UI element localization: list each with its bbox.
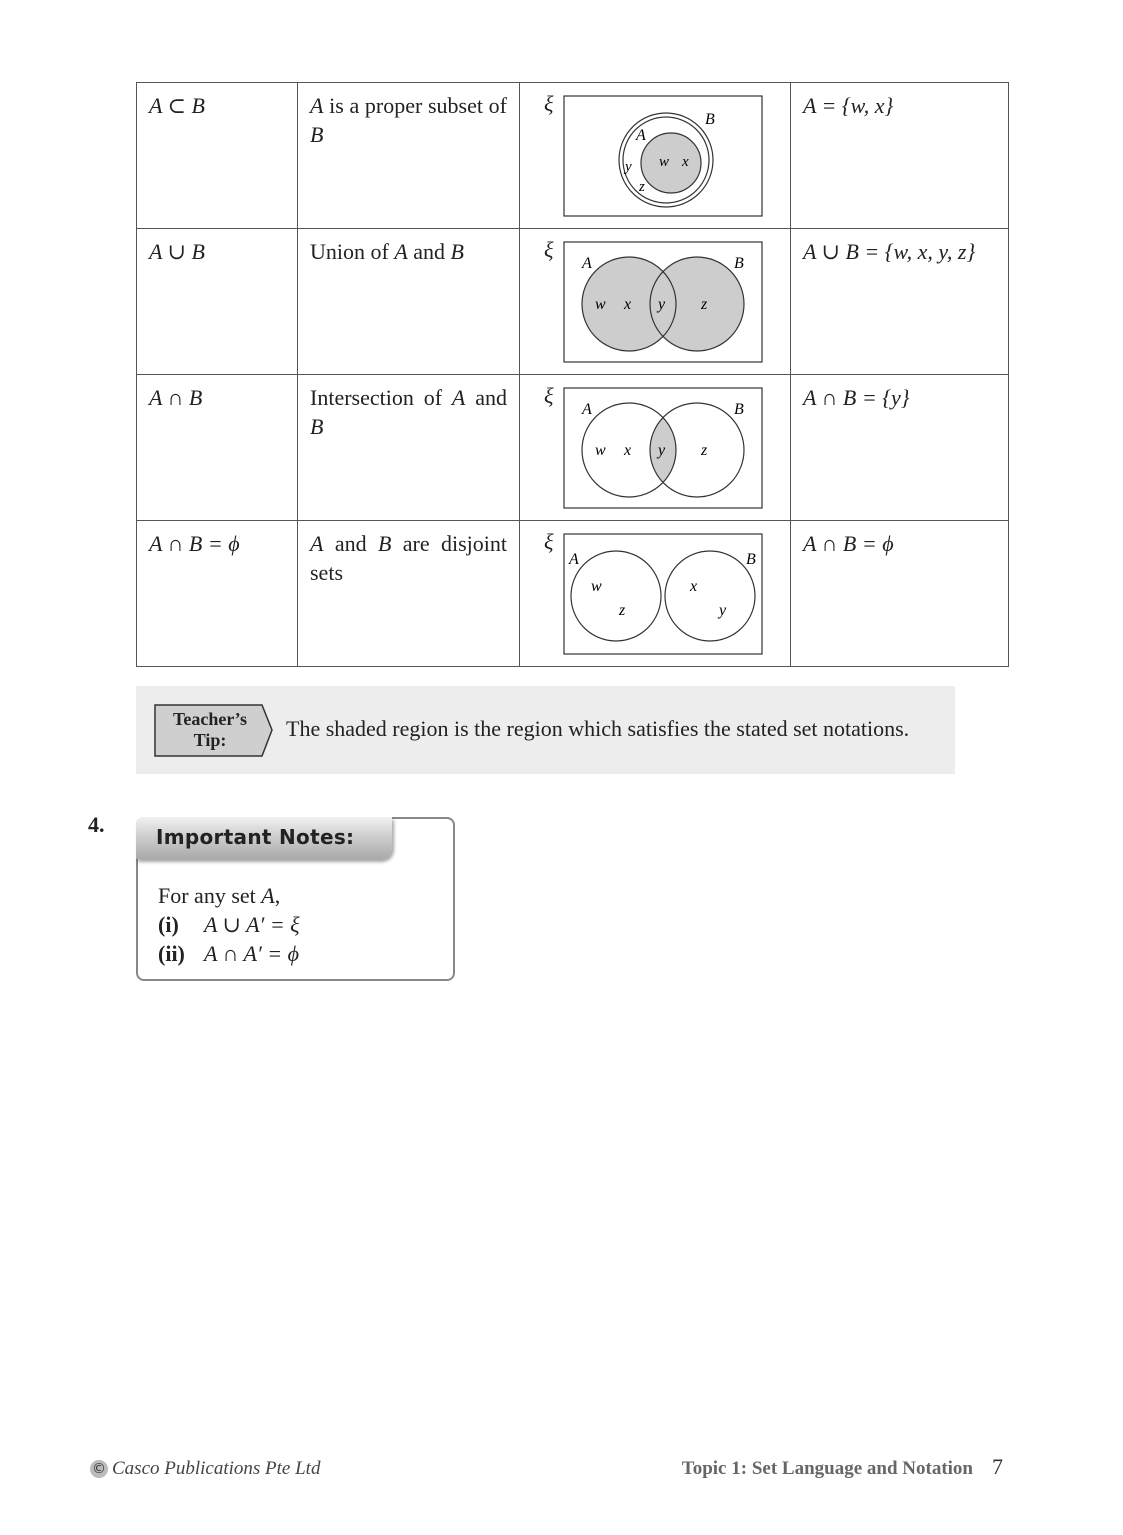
example-text: A ∩ B = ϕ <box>803 531 894 556</box>
label-x: x <box>682 154 689 170</box>
important-notes-body <box>158 881 300 968</box>
label-w: w <box>595 442 606 459</box>
label-b: B <box>734 401 744 418</box>
label-x: x <box>690 578 698 595</box>
label-x: x <box>624 442 632 459</box>
meaning-text: A is a proper subset of B <box>310 93 507 147</box>
label-y: y <box>625 159 632 175</box>
venn-cell <box>520 375 791 521</box>
label-z: z <box>639 179 645 195</box>
notes-item: (i) A ∪ A′ = ξ <box>158 912 300 937</box>
label-a: A <box>636 127 646 144</box>
set-notation-table <box>136 82 1009 667</box>
label-z: z <box>701 442 708 459</box>
important-notes-header <box>136 817 392 859</box>
example-text: A ∪ B = {w, x, y, z} <box>803 239 976 264</box>
notation-cell <box>137 375 298 521</box>
example-cell <box>791 83 1009 229</box>
venn-diagram-intersection <box>563 387 763 509</box>
notes-item: (ii) A ∩ A′ = ϕ <box>158 941 300 966</box>
teacher-tip-text: The shaded region is the region which satisfies the stated set notations. <box>286 716 910 741</box>
set-b-circle <box>665 551 755 641</box>
label-a: A <box>569 551 579 568</box>
label-a: A <box>582 255 592 272</box>
table-row <box>137 375 1009 521</box>
example-text: A ∩ B = {y} <box>803 385 910 410</box>
notation-cell <box>137 229 298 375</box>
label-a: A <box>582 401 592 418</box>
teacher-tip-box <box>136 686 955 774</box>
meaning-text: Union of A and B <box>310 239 464 264</box>
copyright-icon: © <box>92 1461 106 1477</box>
label-y: y <box>719 602 727 619</box>
notation-cell <box>137 521 298 667</box>
venn-diagram-union <box>563 241 763 363</box>
universal-set-symbol: ξ <box>544 237 554 262</box>
important-notes-box <box>136 817 455 981</box>
venn-cell <box>520 521 791 667</box>
example-cell <box>791 229 1009 375</box>
page-number: 7 <box>992 1454 1003 1479</box>
meaning-cell <box>298 521 520 667</box>
universal-set-symbol: ξ <box>544 529 554 554</box>
label-w: w <box>659 154 670 170</box>
example-cell <box>791 521 1009 667</box>
teacher-tip-label: Teacher’s Tip: <box>173 709 247 750</box>
notation-text: A ⊂ B <box>149 93 205 118</box>
meaning-text: A and B are disjoint sets <box>310 531 507 585</box>
meaning-text: Intersection of A and B <box>310 385 508 439</box>
meaning-cell <box>298 83 520 229</box>
notation-cell <box>137 83 298 229</box>
example-cell <box>791 375 1009 521</box>
table-row <box>137 521 1009 667</box>
label-x: x <box>624 296 632 313</box>
venn-cell <box>520 83 791 229</box>
footer-publisher: © Casco Publications Pte Ltd <box>92 1458 321 1479</box>
shaded-set-a-circle <box>641 133 701 193</box>
meaning-cell <box>298 375 520 521</box>
label-b: B <box>734 255 744 272</box>
venn-diagram-disjoint <box>563 533 763 655</box>
label-z: z <box>701 296 708 313</box>
notation-text: A ∩ B <box>149 385 203 410</box>
venn-diagram-proper-subset <box>563 95 763 217</box>
notation-text: A ∪ B <box>149 239 205 264</box>
important-notes-title: Important Notes: <box>156 825 355 849</box>
label-w: w <box>591 578 602 595</box>
table-row <box>137 83 1009 229</box>
label-b: B <box>705 111 715 128</box>
label-b: B <box>746 551 756 568</box>
label-y: y <box>658 296 666 313</box>
label-y: y <box>658 442 666 459</box>
set-a-circle <box>571 551 661 641</box>
item-number: 4. <box>88 812 105 837</box>
meaning-cell <box>298 229 520 375</box>
example-text: A = {w, x} <box>803 93 894 118</box>
footer-topic: Topic 1: Set Language and Notation <box>681 1458 973 1479</box>
venn-cell <box>520 229 791 375</box>
notes-intro: For any set A, <box>158 883 281 908</box>
universal-set-symbol: ξ <box>544 383 554 408</box>
universal-set-symbol: ξ <box>544 91 554 116</box>
label-z: z <box>619 602 626 619</box>
label-w: w <box>595 296 606 313</box>
table-row <box>137 229 1009 375</box>
notation-text: A ∩ B = ϕ <box>149 531 240 556</box>
